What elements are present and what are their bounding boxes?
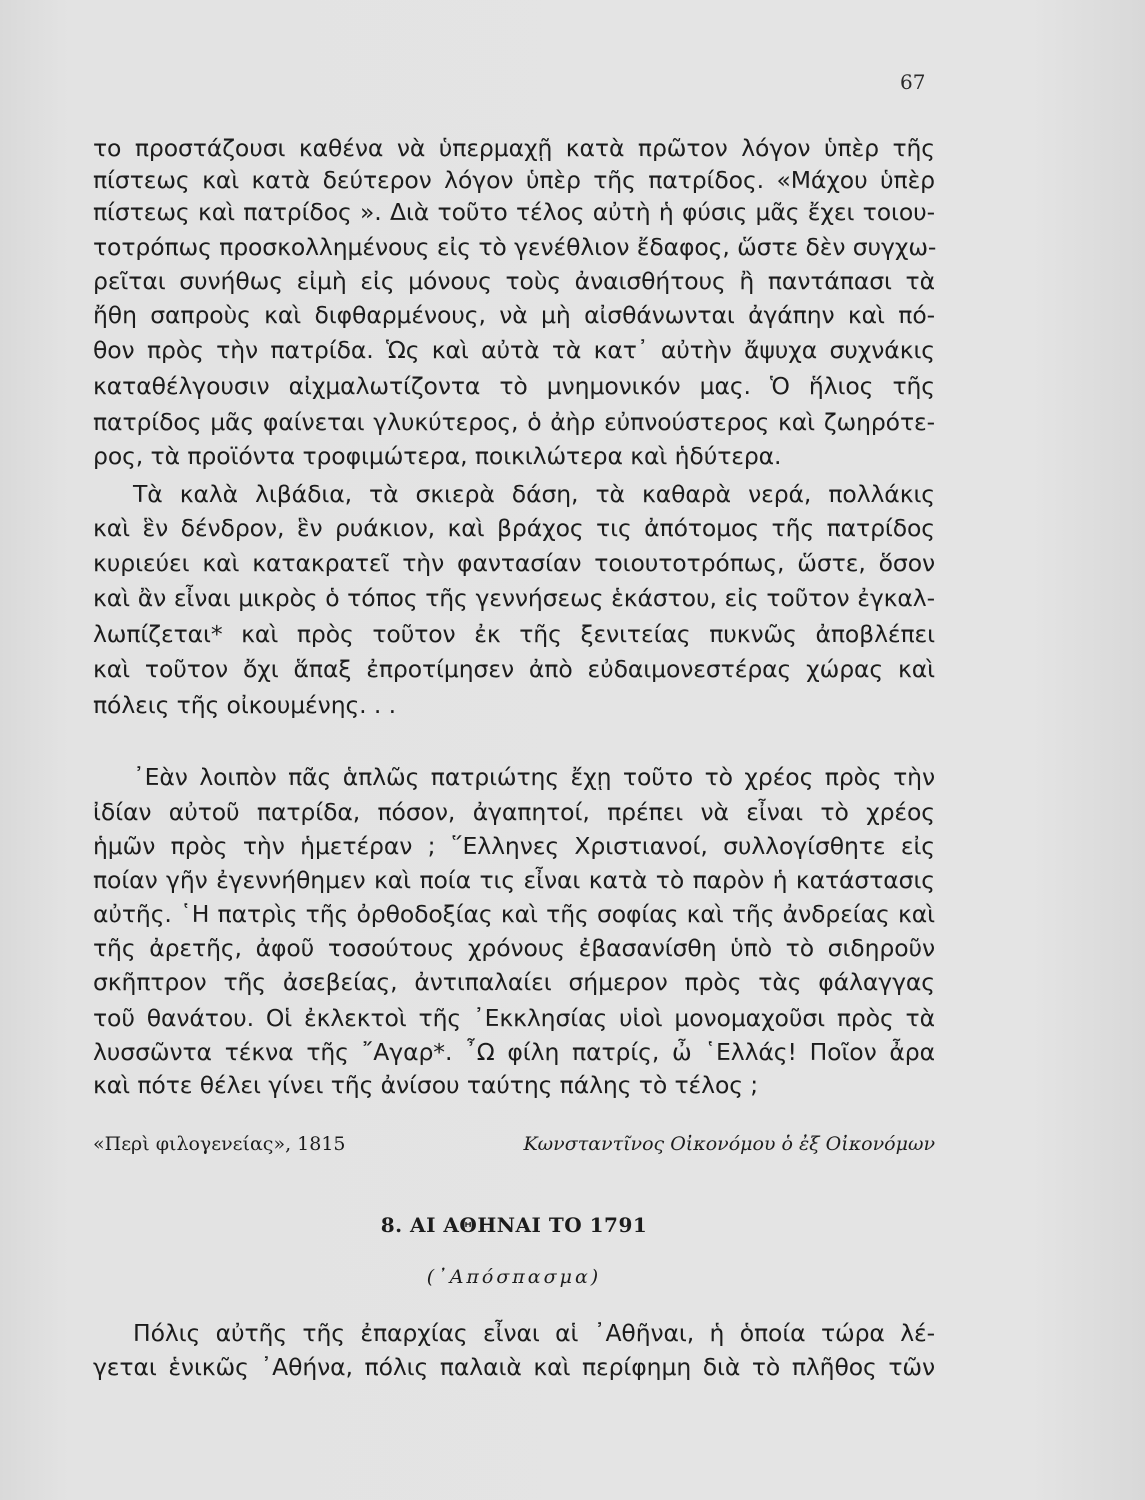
text-line: ἤθη σαπροὺς καὶ διφθαρμένους, νὰ μὴ αἰσθάνωνται ἀγάπην καὶ πό- [93,301,935,329]
text-line: Πόλις αὐτῆς τῆς ἐπαρχίας εἶναι αἱ ᾿Αθῆναι, ἡ ὁποία τώρα λέ- [133,1319,935,1347]
text-line: το προστάζουσι καθένα νὰ ὑπερμαχῇ κατὰ πρῶτον λόγον ὑπὲρ τῆς [93,134,935,162]
text-line: καὶ ἂν εἶναι μικρὸς ὁ τόπος τῆς γεννήσεως ἑκάστου, εἰς τοῦτον ἐγκαλ- [93,584,935,612]
text-line: σκῆπτρον τῆς ἀσεβείας, ἀντιπαλαίει σήμερον πρὸς τὰς φάλαγγας [93,968,935,996]
text-line: καὶ τοῦτον ὄχι ἅπαξ ἐπροτίμησεν ἀπὸ εὐδαιμονεστέρας χώρας καὶ [93,655,935,683]
text-line: ρος, τὰ προϊόντα τροφιμώτερα, ποικιλώτερα καὶ ἡδύτερα. [93,442,782,470]
text-line: ᾿Εὰν λοιπὸν πᾶς ἁπλῶς πατριώτης ἔχῃ τοῦτο τὸ χρέος πρὸς τὴν [133,763,935,791]
text-line: καὶ πότε θέλει γίνει τῆς ἀνίσου ταύτης πάλης τὸ τέλος ; [93,1071,759,1099]
text-line: γεται ἑνικῶς ᾿Αθήνα, πόλις παλαιὰ καὶ περίφημη διὰ τὸ πλῆθος τῶν [93,1353,935,1381]
text-line: Τὰ καλὰ λιβάδια, τὰ σκιερὰ δάση, τὰ καθαρὰ νερά, πολλάκις [133,480,935,508]
text-line: τοτρόπως προσκολλημένους εἰς τὸ γενέθλιον ἔδαφος, ὥστε δὲν συγχω- [93,233,937,261]
text-line: κυριεύει καὶ κατακρατεῖ τὴν φαντασίαν τοιουτοτρόπως, ὥστε, ὅσον [93,549,935,577]
text-line: ἡμῶν πρὸς τὴν ἡμετέραν ; ῞Ελληνες Χριστιανοί, συλλογίσθητε εἰς [93,832,935,860]
citation-author: Κωνσταντῖνος Οἰκονόμου ὁ ἐξ Οἰκονόμων [523,1133,935,1155]
text-line: λυσσῶντα τέκνα τῆς ῎Αγαρ*. ῏Ω φίλη πατρίς, ὦ ῾Ελλάς! Ποῖον ἆρα [93,1038,935,1066]
text-line: πίστεως καὶ πατρίδος ». Διὰ τοῦτο τέλος αὐτὴ ἡ φύσις μᾶς ἔχει τοιου- [93,198,935,226]
text-line: πόλεις τῆς οἰκουμένης. . . [93,691,397,719]
text-line: καταθέλγουσιν αἰχμαλωτίζοντα τὸ μνημονικόν μας. Ὁ ἥλιος τῆς [93,372,935,400]
text-line: πατρίδος μᾶς φαίνεται γλυκύτερος, ὁ ἀὴρ εὐπνούστερος καὶ ζωηρότε- [93,408,935,436]
page-number: 67 [900,70,926,94]
text-line: τῆς ἀρετῆς, ἀφοῦ τοσούτους χρόνους ἐβασανίσθη ὑπὸ τὸ σιδηροῦν [93,934,935,962]
text-line: αὐτῆς. ῾Η πατρὶς τῆς ὀρθοδοξίας καὶ τῆς σοφίας καὶ τῆς ἀνδρείας καὶ [93,900,935,928]
text-line: πίστεως καὶ κατὰ δεύτερον λόγον ὑπὲρ τῆς πατρίδος. «Μάχου ὑπὲρ [93,166,935,194]
text-line: τοῦ θανάτου. Οἱ ἐκλεκτοὶ τῆς ᾿Εκκλησίας υἱοὶ μονομαχοῦσι πρὸς τὰ [93,1004,935,1032]
text-line: θον πρὸς τὴν πατρίδα. Ὡς καὶ αὐτὰ τὰ κατ᾿ αὐτὴν ἄψυχα συχνάκις [93,336,935,364]
text-line: ποίαν γῆν ἐγεννήθημεν καὶ ποία τις εἶναι κατὰ τὸ παρὸν ἡ κατάστασις [93,866,935,894]
text-line: λωπίζεται* καὶ πρὸς τοῦτον ἐκ τῆς ξενιτείας πυκνῶς ἀποβλέπει [93,620,935,648]
text-line: ἰδίαν αὐτοῦ πατρίδα, πόσον, ἀγαπητοί, πρέπει νὰ εἶναι τὸ χρέος [93,798,935,826]
citation-source: «Περὶ φιλογενείας», 1815 [93,1133,346,1155]
text-line: καὶ ἓν δένδρον, ἓν ρυάκιον, καὶ βράχος τις ἀπότομος τῆς πατρίδος [93,514,935,542]
section-title: 8. ΑΙ ΑΘΗΝΑΙ ΤΟ 1791 [380,1213,648,1237]
section-subtitle: (᾿Απόσπασμα) [426,1266,602,1288]
text-line: ρεῖται συνήθως εἰμὴ εἰς μόνους τοὺς ἀναισθήτους ἢ παντάπασι τὰ [93,267,935,295]
